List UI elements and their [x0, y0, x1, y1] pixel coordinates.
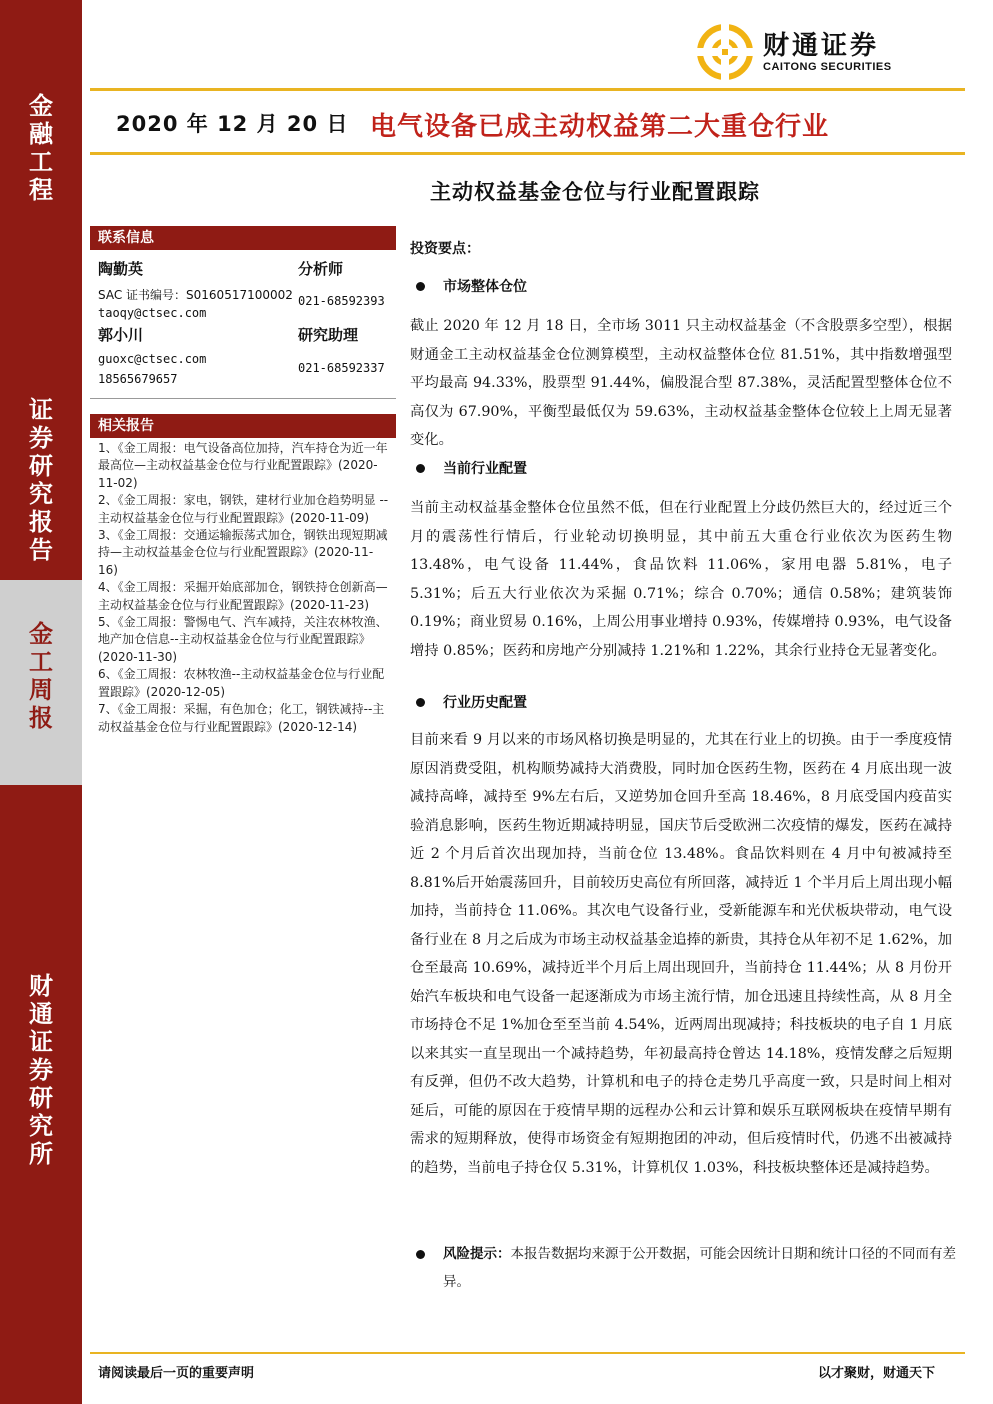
- contact-heading: 联系信息: [90, 226, 396, 250]
- section-heading-overall-position: [416, 276, 527, 296]
- footer-slogan: 以才聚财，财通天下: [817, 1366, 935, 1381]
- section-heading-text: 行业历史配置: [443, 695, 527, 711]
- assistant-email[interactable]: guoxc@ctsec.com: [98, 352, 207, 366]
- report-date: 2020 年 12 月 20 日: [116, 112, 349, 136]
- logo-emblem-icon: [695, 24, 755, 80]
- analyst-phone: 021-68592393: [298, 294, 385, 308]
- related-report-item[interactable]: 6、《金工周报：农林牧渔--主动权益基金仓位与行业配置跟踪》(2020-12-05): [98, 667, 385, 699]
- section-paragraph-current-industry: 当前主动权益基金整体仓位虽然不低，但在行业配置上分歧仍然巨大的，经过近三个月的震荡性行情后，行业轮动切换明显，其中前五大重仓行业依次为医药生物 13.48%，电气设备 11.44%，食品饮料 11.06%，家用电器 5.81%，电子 5.31%；后五大行业依次为采掘 0.71%；综合 0.70%；通信 0.58%；建筑装饰 0.19%；商业贸易 0.16%，上周公用事业增持 0.93%，传媒增持 0.93%，电气设备增持 0.85%；医药和房地产分别减持 1.21%和 1.22%，其余行业持仓无显著变化。: [410, 500, 952, 659]
- related-report-item[interactable]: 1、《金工周报：电气设备高位加持，汽车持仓为近一年最高位—主动权益基金仓位与行业配置跟踪》(2020-11-02): [98, 441, 388, 490]
- analyst-role: 分析师: [298, 260, 344, 278]
- assistant-phone: 021-68592337: [298, 361, 385, 375]
- section-heading-industry-history: [416, 692, 527, 712]
- sidebar-institute: [0, 972, 82, 1168]
- footer-disclaimer-note: 请阅读最后一页的重要声明: [98, 1366, 255, 1381]
- report-subtitle: 主动权益基金仓位与行业配置跟踪: [430, 180, 760, 204]
- related-reports-list: [98, 440, 392, 736]
- sidebar-category-text: 金融工程: [29, 92, 53, 204]
- left-sidebar: [0, 0, 82, 1404]
- related-reports-heading: 相关报告: [90, 414, 396, 438]
- logo-name-cn: 财通证券: [763, 31, 880, 61]
- section-paragraph-overall-position: 截止 2020 年 12 月 18 日，全市场 3011 只主动权益基金（不含股票多空型），根据财通金工主动权益基金仓位测算模型，主动权益整体仓位 81.51%，其中指数增强型平均最高 94.33%，股票型 91.44%，偏股混合型 87.38%，灵活配置型整体仓位不高仅为 67.90%，平衡型最低仅为 59.63%，主动权益基金整体仓位较上上周无显著变化。: [410, 318, 952, 448]
- bullet-icon: [416, 1250, 425, 1259]
- risk-warning: [416, 1240, 956, 1296]
- bullet-icon: [416, 464, 425, 473]
- section-heading-current-industry: [416, 458, 527, 478]
- sidebar-category: [0, 92, 82, 204]
- contact-divider: [90, 398, 396, 399]
- section-heading-text: 市场整体仓位: [443, 279, 527, 295]
- risk-warning-label: 风险提示：: [443, 1246, 511, 1262]
- related-report-item[interactable]: 3、《金工周报：交通运输振荡式加仓，钢铁出现短期减持—主动权益基金仓位与行业配置跟踪》(2020-11-16): [98, 528, 388, 577]
- investment-highlights-label: 投资要点：: [410, 241, 480, 257]
- section-paragraph-industry-history: 目前来看 9 月以来的市场风格切换是明显的，尤其在行业上的切换。由于一季度疫情原因消费受阻，机构顺势减持大消费股，同时加仓医药生物，医药在 4 月底出现一波减持高峰，减持至 9%左右后，又逆势加仓回升至高 18.46%，8 月底受国内疫苗实验消息影响，医药生物近期减持明显，国庆节后受欧洲二次疫情的爆发，医药在减持近 2 个月后首次出现加持，当前仓位 13.48%。食品饮料则在 4 月中旬被减持至 8.81%后开始震荡回升，目前较历史高位有所回落，减持近 1 个半月后上周出现小幅加持，当前持仓 11.06%。其次电气设备行业，受新能源车和光伏板块带动，电气设备行业在 8 月之后成为市场主动权益基金追捧的新贵，其持仓从年初不足 1.62%，加仓至最高 10.69%，减持近半个月后上周出现回升，当前持仓 11.44%；从 8 月份开始汽车板块和电气设备一起逐渐成为市场主流行情，加仓迅速且持续性高，从 8 月全市场持仓不足 1%加仓至至当前 4.54%，近两周出现减持；科技板块的电子自 1 月底以来其实一直呈现出一个减持趋势，年初最高持仓曾达 14.18%，疫情发酵之后短期有反弹，但仍不改大趋势，计算机和电子的持仓走势几乎高度一致，只是时间上相对延后，可能的原因在于疫情早期的远程办公和云计算和娱乐互联网板块在疫情早期有需求的短期释放，使得市场资金有短期抱团的冲动，但后疫情时代，仍逃不出被减持的趋势，当前电子持仓仅 5.31%，计算机仅 1.03%，科技板块整体还是减持趋势。: [410, 732, 952, 1176]
- footer-divider: [90, 1352, 965, 1354]
- related-report-item[interactable]: 5、《金工周报：警惕电气、汽车减持，关注农林牧渔、地产加仓信息--主动权益基金仓位与行业配置跟踪》(2020-11-30): [98, 615, 388, 664]
- sidebar-series-badge: [0, 580, 82, 785]
- company-logo: [695, 24, 892, 80]
- related-report-item[interactable]: 7、《金工周报：采掘，有色加仓；化工，钢铁减持--主动权益基金仓位与行业配置跟踪》(2020-12-14): [98, 702, 385, 734]
- assistant-role: 研究助理: [298, 326, 359, 344]
- sidebar-report-type-text: 证券研究报告: [29, 396, 53, 564]
- logo-name-en: CAITONG SECURITIES: [763, 61, 892, 73]
- header-divider-bottom: [90, 152, 965, 155]
- related-report-item[interactable]: 2、《金工周报：家电，钢铁，建材行业加仓趋势明显 --主动权益基金仓位与行业配置跟踪》(2020-11-09): [98, 493, 389, 525]
- sidebar-series-text: 金工周报: [29, 620, 53, 732]
- assistant-mobile: 18565679657: [98, 372, 178, 386]
- header-divider-top: [90, 88, 965, 91]
- analyst-name: 陶勤英: [98, 260, 144, 278]
- sidebar-report-type: [0, 396, 82, 564]
- analyst-sac-number: SAC 证书编号：S0160517100002: [98, 288, 293, 302]
- section-heading-text: 当前行业配置: [443, 461, 527, 477]
- report-title: 电气设备已成主动权益第二大重仓行业: [370, 112, 830, 142]
- bullet-icon: [416, 698, 425, 707]
- sidebar-institute-text: 财通证券研究所: [29, 972, 53, 1168]
- assistant-name: 郭小川: [98, 326, 144, 344]
- related-report-item[interactable]: 4、《金工周报：采掘开始底部加仓，钢铁持仓创新高—主动权益基金仓位与行业配置跟踪》(2020-11-23): [98, 580, 388, 612]
- risk-warning-text: 本报告数据均来源于公开数据，可能会因统计日期和统计口径的不同而有差异。: [443, 1246, 956, 1290]
- analyst-email[interactable]: taoqy@ctsec.com: [98, 306, 207, 320]
- bullet-icon: [416, 282, 425, 291]
